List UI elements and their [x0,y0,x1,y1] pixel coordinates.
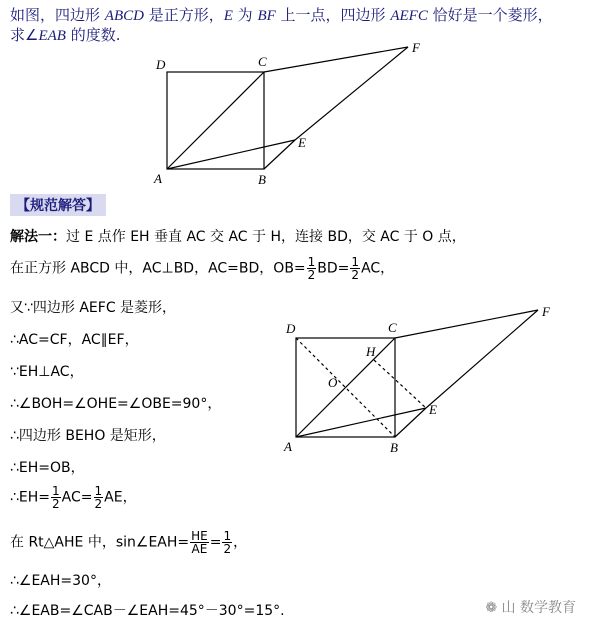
fraction-denominator: 2 [351,268,360,282]
figure-2-solution-diagram [280,300,570,460]
problem-text: 恰好是一个菱形， [427,6,553,24]
solution-text: BD= [317,260,350,277]
watermark [485,597,576,617]
fraction [307,256,317,281]
segment-be [395,408,426,437]
solution-line-5: ∵EH⊥AC， [10,364,84,380]
problem-line-1 [10,4,553,25]
segment-fe [426,310,538,408]
chat-icon: ❁ [485,600,498,616]
solution-line-12: ∴∠EAB=∠CAB－∠EAH=45°－30°=15°. [10,603,285,619]
section-title: 【规范解答】 [10,194,106,216]
segment-fe [295,47,408,140]
fraction [350,256,360,281]
solution-text: 过 E 点作 EH 垂直 AC 交 AC 于 H，连接 BD，交 AC 于 O 点， [66,229,466,245]
solution-text: ∴EH= [10,489,51,506]
problem-text: 求∠ [10,26,39,44]
fraction [190,530,209,555]
fraction-numerator: 1 [52,484,60,498]
fraction-numerator: 1 [94,484,103,498]
fraction-denominator: 2 [52,497,60,511]
problem-text: 上一点，四边形 [275,6,391,24]
label-b: B [390,440,398,455]
segment-be [264,140,295,169]
fraction-numerator: 1 [223,529,232,543]
problem-var: E [223,8,233,24]
segment-cf [264,47,408,72]
problem-text: 的度数. [65,26,121,44]
label-d: D [286,321,296,336]
problem-line-2 [10,24,121,45]
problem-var: ABCD [104,8,144,24]
diagonal-ac [167,72,264,169]
solution-text: = [209,534,222,551]
problem-var: BF [257,8,276,24]
solution-text: AC， [361,260,395,277]
fraction [222,530,232,555]
label-e: E [429,402,437,417]
watermark-text: 山 数学教育 [501,600,576,616]
solution-line-9 [10,485,137,510]
label-f: F [412,40,420,55]
solution-line-4: ∴AC=CF，AC∥EF， [10,332,139,348]
solution-text: 在 Rt△AHE 中，sin∠EAH= [10,534,190,551]
label-e: E [298,135,306,150]
diagonal-ac [296,338,395,437]
fraction [94,485,104,510]
label-b: B [258,172,266,187]
problem-text: 如图，四边形 [10,6,105,24]
fraction-numerator: 1 [351,255,360,269]
solution-line-3: 又∵四边形 AEFC 是菱形， [10,300,177,316]
problem-var: AEFC [390,8,428,24]
dashed-segment-eh [374,360,426,408]
label-f: F [542,304,550,319]
problem-text: 是正方形， [143,6,224,24]
label-a: A [154,171,162,186]
problem-text: 为 [232,6,258,24]
figure-1-square-rhombus [150,40,440,190]
solution-line-10 [10,530,247,555]
segment-ae [296,408,426,437]
solution-line-7: ∴四边形 BEHO 是矩形， [10,428,166,444]
label-c: C [388,320,397,335]
label-o: O [328,375,338,390]
solution-text: AC= [61,489,93,506]
solution-text: ， [233,534,248,551]
label-h: H [366,344,376,359]
fraction-numerator: 1 [307,255,316,269]
problem-var: EAB [38,28,66,44]
segment-cf [395,310,538,338]
solution-text: 在正方形 ABCD 中，AC⊥BD，AC=BD，OB= [10,260,306,277]
solution-line-1 [10,226,466,246]
fraction-numerator: HE [191,529,208,543]
solution-line-8: ∴EH=OB， [10,460,85,476]
solution-line-11: ∴∠EAH=30°， [10,573,111,589]
label-a: A [284,439,292,454]
label-d: D [156,57,166,72]
fraction [51,485,61,510]
fraction-denominator: 2 [94,497,103,511]
fraction-denominator: 2 [223,542,232,556]
solution-line-2 [10,256,394,281]
solution-lead: 解法一： [10,229,66,245]
solution-line-6: ∴∠BOH=∠OHE=∠OBE=90°， [10,396,222,412]
label-c: C [258,54,267,69]
segment-ae [167,140,295,169]
solution-text: AE， [104,489,137,506]
fraction-denominator: AE [191,542,208,556]
fraction-denominator: 2 [307,268,316,282]
